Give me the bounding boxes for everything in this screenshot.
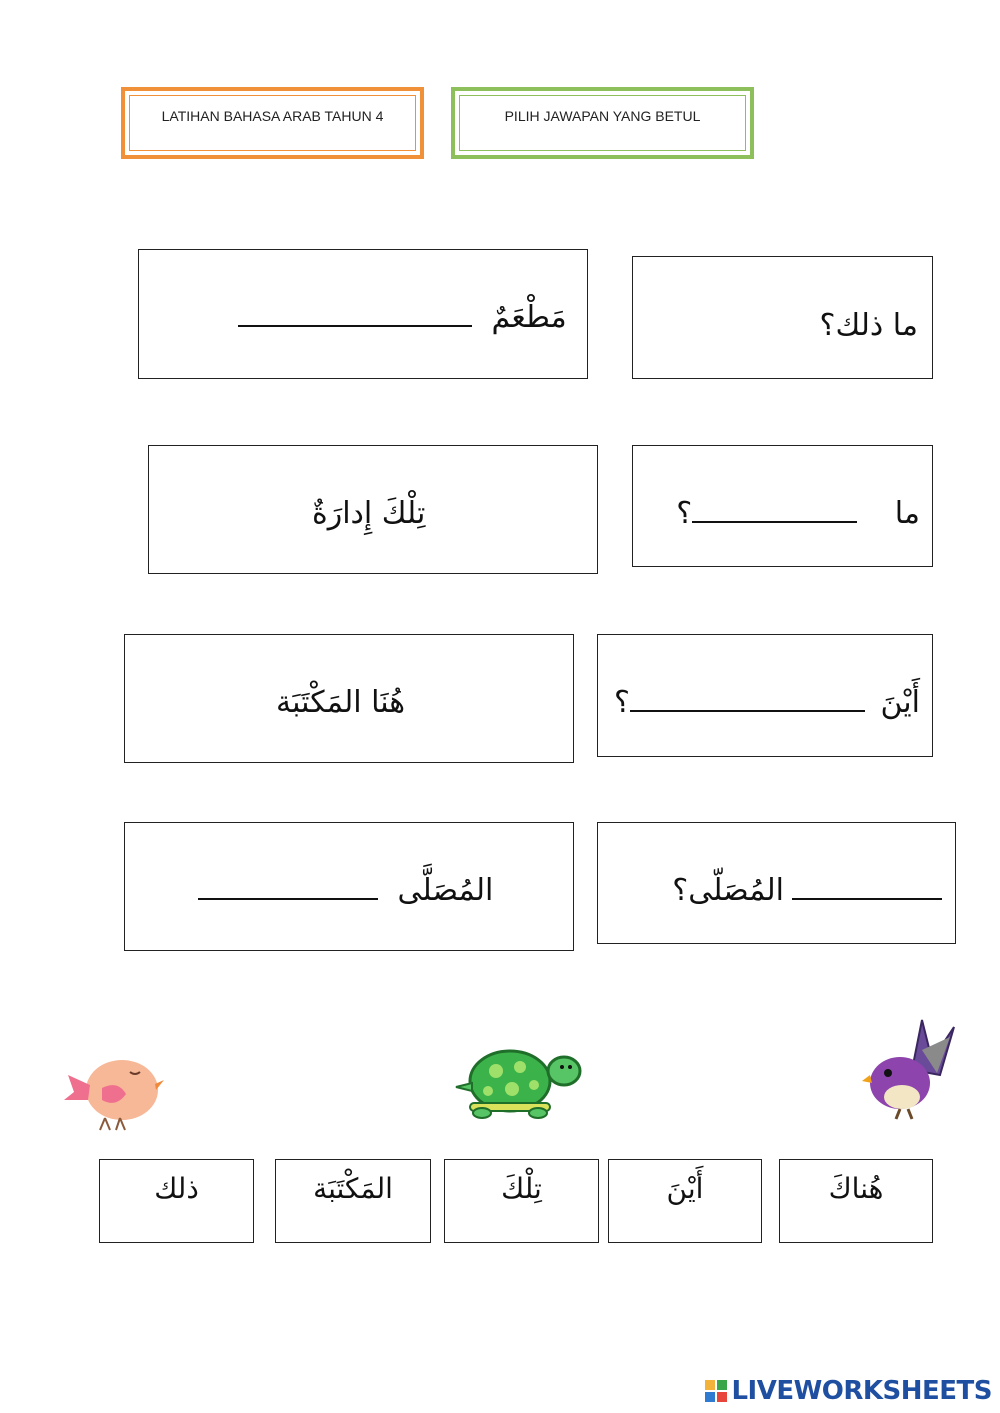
question-after-3: ؟	[613, 685, 630, 720]
question-line-4	[672, 873, 942, 908]
question-after-4: المُصَلّى؟	[672, 873, 784, 908]
answer-text-4: المُصَلَّى	[397, 873, 494, 908]
blank-2[interactable]	[692, 517, 857, 523]
question-before-3: أَيْنَ	[880, 685, 920, 720]
title-box	[121, 87, 424, 159]
blank-5[interactable]	[792, 894, 942, 900]
instruction-text: PILIH JAWAPAN YANG BETUL	[504, 108, 701, 124]
question-after-2: ؟	[676, 496, 693, 531]
blank-3[interactable]	[630, 706, 865, 712]
purple-bird-icon	[862, 1015, 962, 1120]
blank-1[interactable]	[238, 321, 472, 327]
answer-line-1	[238, 300, 567, 335]
liveworksheets-logo[interactable]	[705, 1377, 992, 1405]
word-option[interactable]: تِلْكَ	[444, 1159, 599, 1243]
word-option[interactable]: المَكْتَبَة	[275, 1159, 431, 1243]
answer-text-3: هُنَا المَكْتَبَة	[276, 685, 406, 720]
word-option[interactable]: هُناكَ	[779, 1159, 933, 1243]
question-line-2	[676, 496, 920, 531]
blank-4[interactable]	[198, 894, 378, 900]
logo-squares-icon	[705, 1380, 727, 1402]
answer-text-1: مَطْعَمٌ	[491, 300, 567, 335]
instruction-box	[451, 87, 754, 159]
brand-name: LIVEWORKSHEETS	[731, 1376, 992, 1406]
question-line-3	[614, 685, 920, 720]
turtle-icon	[452, 1045, 582, 1120]
pink-bird-icon	[60, 1050, 165, 1135]
question-text-1: ما ذلك؟	[819, 308, 918, 343]
word-option[interactable]: أَيْنَ	[608, 1159, 762, 1243]
answer-text-2: تِلْكَ إِدارَةٌ	[312, 496, 426, 531]
answer-line-4	[198, 873, 493, 908]
word-option[interactable]: ذلك	[99, 1159, 254, 1243]
question-before-2: ما	[894, 496, 920, 531]
worksheet-title: LATIHAN BAHASA ARAB TAHUN 4	[161, 108, 384, 124]
